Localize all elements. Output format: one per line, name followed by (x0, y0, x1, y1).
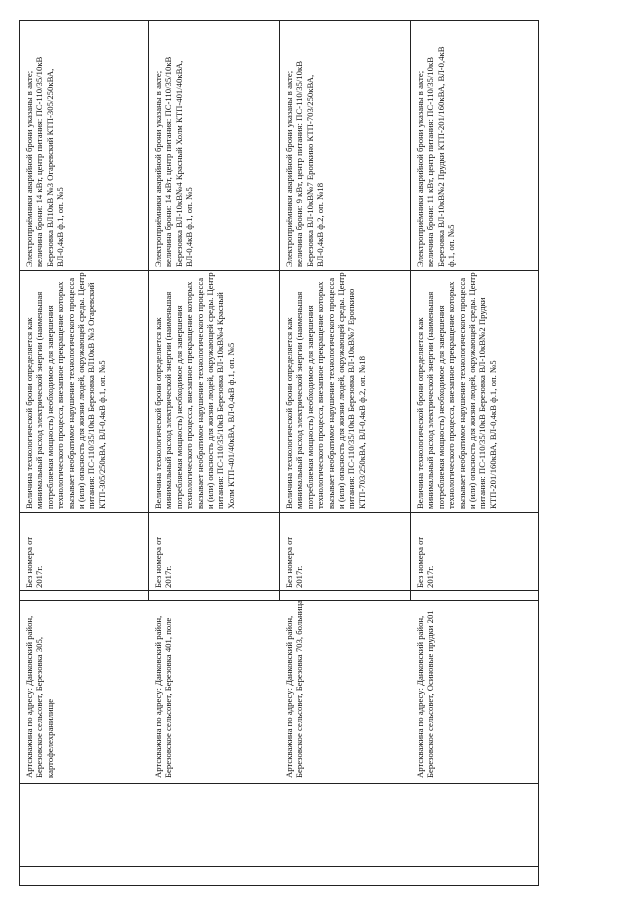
description-cell: Величина технологической брони определяется как минимальный расход электрической энергии (наименьшая потребляемая мощность) необходимое для завершения технологического процесса, внезапное прекращение которых вызывает необратимое нарушение технологического процесса и (или) опасность для жизни людей, окружающей среды. Центр питания: ПС-110/35/10кВ Березовка ВЛ-10кВ№4 Красный Холм КТП-401/40кВА, ВЛ-0,4кВ ф.1, оп. №5 (153, 272, 236, 509)
document-cell: Без номера от 2017г. (24, 536, 45, 588)
address-cell: Артскважина по адресу: Данковский район, Березовское сельсовет, Осиновые прудки 201 (415, 610, 436, 778)
address-cell: Артскважина по адресу: Данковский район, Березовское сельсовет, Березовка 305, картофелехранилище (24, 615, 55, 778)
description-cell: Величина технологической брони определяется как минимальный расход электрической энергии (наименьшая потребляемая мощность) необходимое для завершения технологического процесса, внезапное прекращение которых вызывает необратимое нарушение технологического процесса и (или) опасность для жизни людей, окружающей среды. Центр питания: ПС-110/35/10кВ Березовка ВЛ10кВ №3 Огаревский КТП-305/250кВА, ВЛ-0,4кВ ф.1, оп. №5 (24, 272, 107, 509)
note-cell: Электроприёмники аварийной брони указаны в акте; величина брони: 14 кВт, центр питания: ПС-110/35/10кВ Березовка ВЛ-10кВ№4 Красный Холм КТП-401/40кВА, ВЛ-0,4кВ ф.1, оп. №5 (153, 56, 195, 267)
table-row (20, 20, 148, 600)
description-cell: Величина технологической брони определяется как минимальный расход электрической энергии (наименьшая потребляемая мощность) необходимое для завершения технологического процесса, внезапное прекращение которых вызывает необратимое нарушение технологического процесса и (или) опасность для жизни людей, окружающей среды. Центр питания: ПС-110/35/10кВ Березовка ВЛ-10кВ№2 Прудки КТП-201/160кВА, ВЛ-0,4кВ ф.1, оп. №5 (415, 272, 498, 509)
table-row (411, 20, 538, 600)
address-cell-wrap (280, 600, 410, 783)
document-cell: Без номера от 2017г. (284, 536, 305, 588)
note-cell: Электроприёмники аварийной брони указаны в акте; величина брони: 14 кВт, центр питания: ПС-110/35/10кВ Березовка ВЛ10кВ №3 Огаревский КТП-305/250кВА, ВЛ-0,4кВ ф.1, оп. №5 (24, 56, 66, 267)
column-divider (19, 866, 539, 867)
document-cell: Без номера от 2017г. (415, 536, 436, 588)
note-cell: Электроприёмники аварийной брони указаны в акте; величина брони: 11 кВт, центр питания: ПС-110/35/10кВ Березовка ВЛ-10кВ№2 Прудки КТП-201/160кВА, ВЛ-0,4кВ ф.1, оп. №5 (415, 46, 457, 267)
document-cell: Без номера от 2017г. (153, 536, 174, 588)
address-cell: Артскважина по адресу: Данковский район, Березовское сельсовет, Березовка 703, больница (284, 600, 305, 778)
address-cell-wrap (20, 600, 148, 783)
address-cell: Артскважина по адресу: Данковский район, Березовское сельсовет, Березовка 401, поле (153, 615, 174, 778)
table-row (149, 20, 279, 600)
address-cell-wrap (411, 600, 538, 783)
description-cell: Величина технологической брони определяется как минимальный расход электрической энергии (наименьшая потребляемая мощность) необходимое для завершения технологического процесса, внезапное прекращение которых вызывает необратимое нарушение технологического процесса и (или) опасность для жизни людей, окружающей среды. Центр питания: ПС-110/35/10кВ Березовка ВЛ-10кВ№7 Еропкино КТП-703/250кВА, ВЛ-0,4кВ ф.2, оп. №18 (284, 272, 367, 509)
address-cell-wrap (149, 600, 279, 783)
table-row (280, 20, 410, 600)
note-cell: Электроприёмники аварийной брони указаны в акте; величина брони: 9 кВт, центр питания: ПС-110/35/10кВ Березовка ВЛ-10кВ№7 Еропкино КТП-703/250кВА, ВЛ-0,4кВ ф.2, оп. №18 (284, 61, 326, 267)
column-divider (19, 783, 539, 784)
